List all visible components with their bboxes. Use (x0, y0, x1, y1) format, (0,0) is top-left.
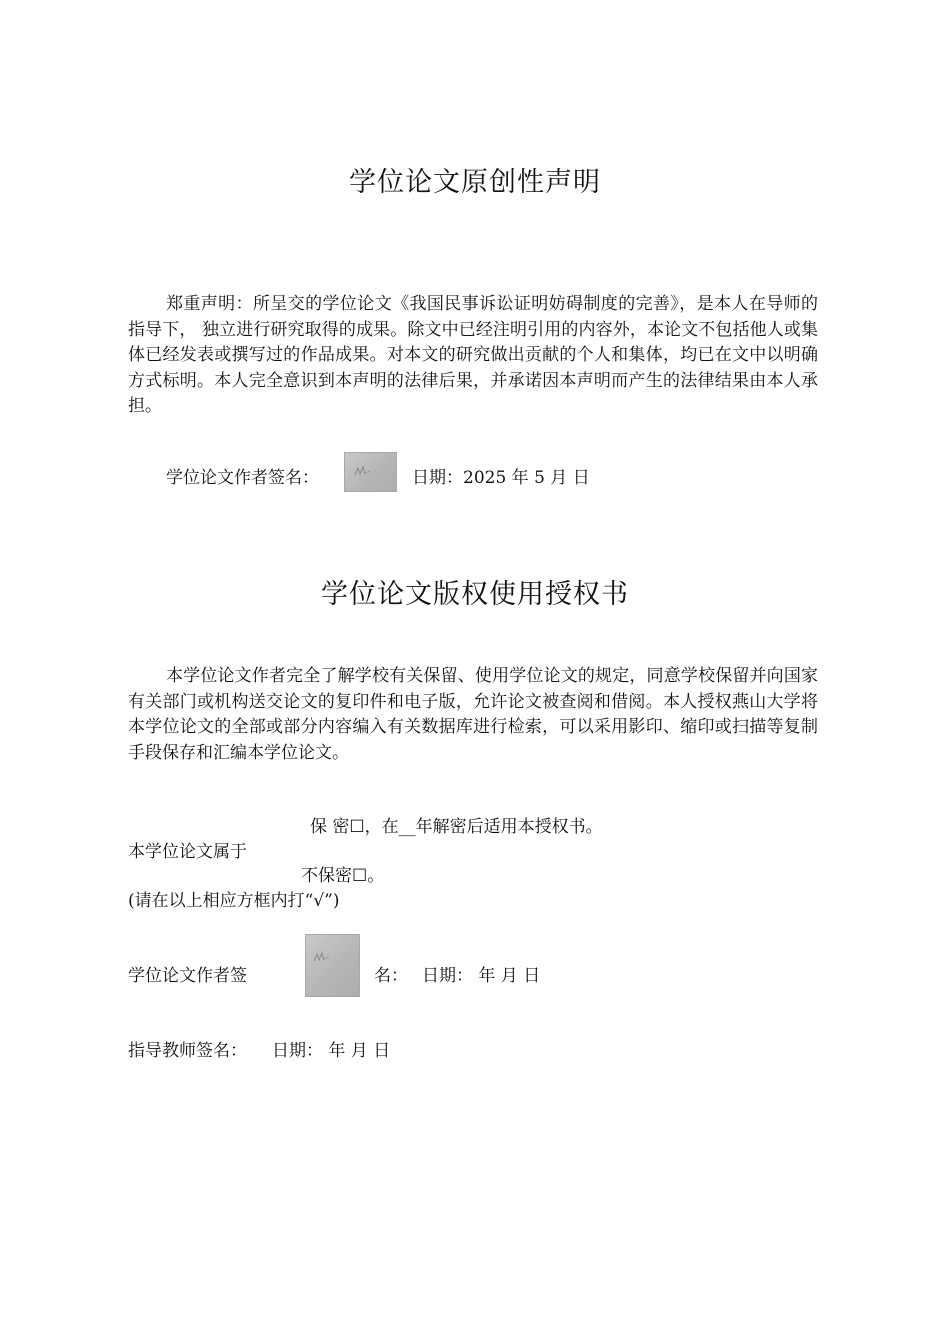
authorization-title: 学位论文版权使用授权书 (321, 579, 629, 610)
supervisor-date-label: 日期： 年 月 日 (272, 1041, 391, 1061)
declaration-title: 学位论文原创性声明 (349, 167, 601, 198)
belongs-label: 本学位论文属于 (128, 842, 247, 862)
secret-option: 保 密☐，在__年解密后适用本授权书。 (310, 817, 603, 837)
declaration-date-label: 日期：2025 年 5 月 日 (412, 468, 590, 488)
authorization-author-signature-label: 学位论文作者签 (128, 966, 247, 986)
check-instruction: (请在以上相应方框内打“√”) (128, 891, 340, 911)
supervisor-signature-label: 指导教师签名： (128, 1041, 247, 1061)
declaration-author-signature-label: 学位论文作者签名： (166, 468, 319, 488)
declaration-body: 郑重声明：所呈交的学位论文《我国民事诉讼证明妨碍制度的完善》，是本人在导师的指导下， 独立进行研究取得的成果。除文中已经注明引用的内容外，本论文不包括他人或集 体已经发表或撰写过的作品成果。对本文的研究做出贡献的个人和集体，均已在文中以明确方式标明。本人完全意识到本声明的法律后果，并承诺因本声明而产生的法律结果由本人承担。 (128, 294, 818, 416)
authorization-author-signature-label-suffix: 名： (374, 966, 408, 986)
authorization-body: 本学位论文作者完全了解学校有关保留、使用学位论文的规定，同意学校保留并向国家有关部门或机构送交论文的复印件和电子版，允许论文被查阅和借阅。本人授权燕山大学将本学位论文的全部或部分内容编入有关数据库进行检索，可以采用影印、缩印或扫描等复制手段保存和汇编本学位论文。 (128, 666, 818, 763)
not-secret-option: 不保密☐。 (301, 866, 385, 886)
author-signature-image (344, 452, 397, 492)
author-signature-image (305, 934, 360, 997)
authorization-author-date-label: 日期： 年 月 日 (422, 966, 541, 986)
